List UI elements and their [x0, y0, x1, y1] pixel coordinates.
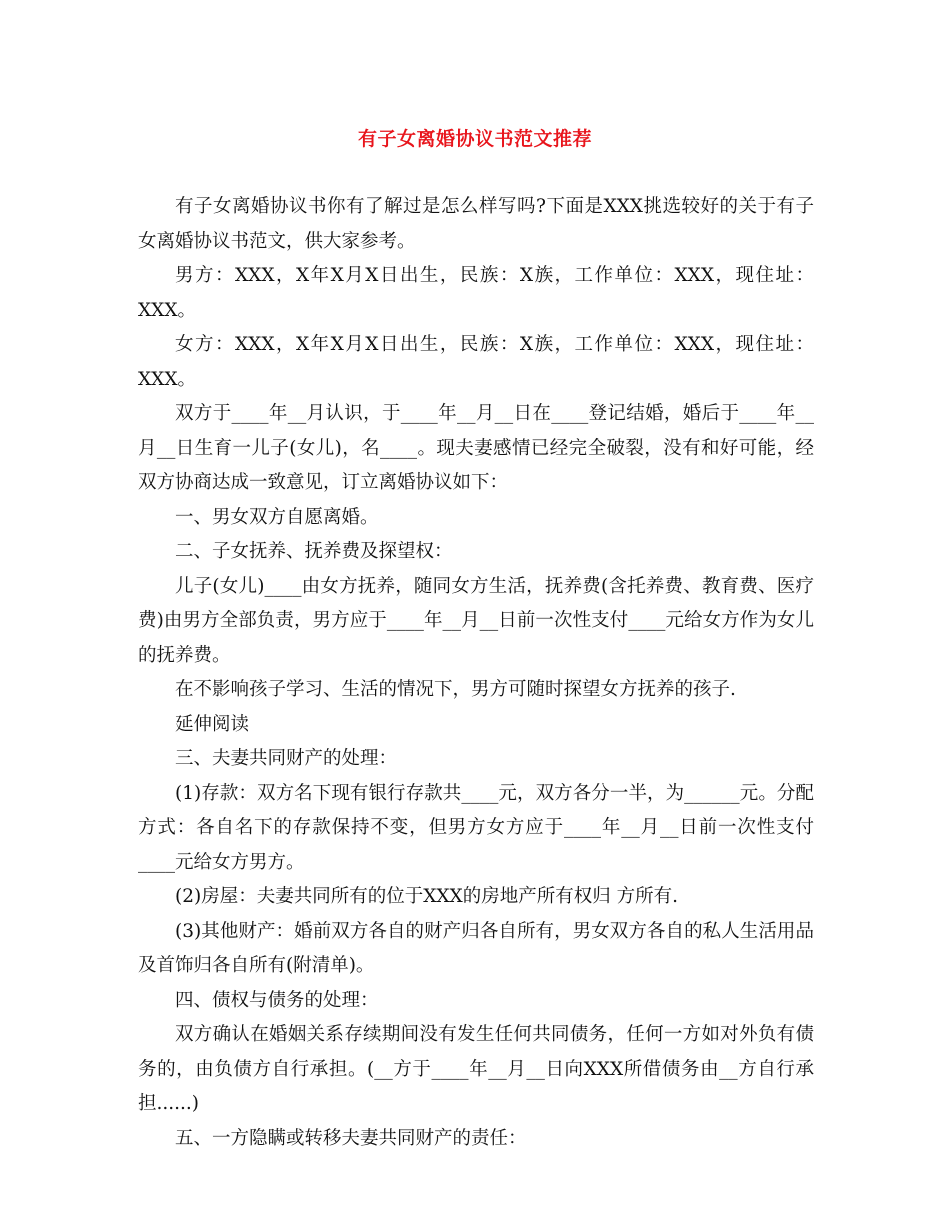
section-heading-1: 一、男女双方自愿离婚。 — [175, 506, 379, 528]
deposit-paragraph: (1)存款：双方名下现有银行存款共____元，双方各分一半，为______元。分配方式：各自名下的存款保持不变，但男方女方应于____年__月__日前一次性支付____元给女方男方。 — [138, 782, 814, 873]
husband-info: 男方：XXX，X年X月X日出生，民族：X族，工作单位：XXX，现住址：XXX。 — [138, 265, 814, 321]
child-custody-paragraph: 儿子(女儿)____由女方抚养，随同女方生活，抚养费(含托养费、教育费、医疗费)由男方全部负责，男方应于____年__月__日前一次性支付____元给女方作为女儿的抚养费。 — [138, 575, 814, 666]
document-title: 有子女离婚协议书范文推荐 — [357, 128, 592, 150]
marriage-background: 双方于____年__月认识，于____年__月__日在____登记结婚，婚后于____年__月__日生育一儿子(女儿)，名____。现夫妻感情已经完全破裂，没有和好可能，经双方协商达成一致意见，订立离婚协议如下： — [138, 403, 814, 493]
house-paragraph: (2)房屋：夫妻共同所有的位于XXX的房地产所有权归 方所有. — [175, 886, 678, 907]
other-property-paragraph: (3)其他财产：婚前双方各自的财产归各自所有，男女双方各自的私人生活用品及首饰归各自所有(附清单)。 — [138, 920, 814, 976]
section-heading-4: 四、债权与债务的处理： — [175, 989, 379, 1011]
section-heading-5: 五、一方隐瞒或转移夫妻共同财产的责任： — [175, 1127, 527, 1149]
wife-info: 女方：XXX，X年X月X日出生，民族：X族，工作单位：XXX，现住址：XXX。 — [138, 334, 814, 390]
visitation-paragraph: 在不影响孩子学习、生活的情况下，男方可随时探望女方抚养的孩子. — [175, 679, 736, 700]
extended-reading-label: 延伸阅读 — [175, 713, 250, 735]
debt-paragraph: 双方确认在婚姻关系存续期间没有发生任何共同债务，任何一方如对外负有债务的，由负债方自行承担。(__方于____年__月__日向XXX所借债务由__方自行承担......) — [138, 1024, 814, 1114]
document-body — [138, 190, 814, 1156]
section-heading-3: 三、夫妻共同财产的处理： — [175, 748, 398, 769]
intro-paragraph: 有子女离婚协议书你有了解过是怎么样写吗?下面是XXX挑选较好的关于有子女离婚协议书范文，供大家参考。 — [138, 196, 814, 252]
section-heading-2: 二、子女抚养、抚养费及探望权： — [175, 541, 453, 562]
